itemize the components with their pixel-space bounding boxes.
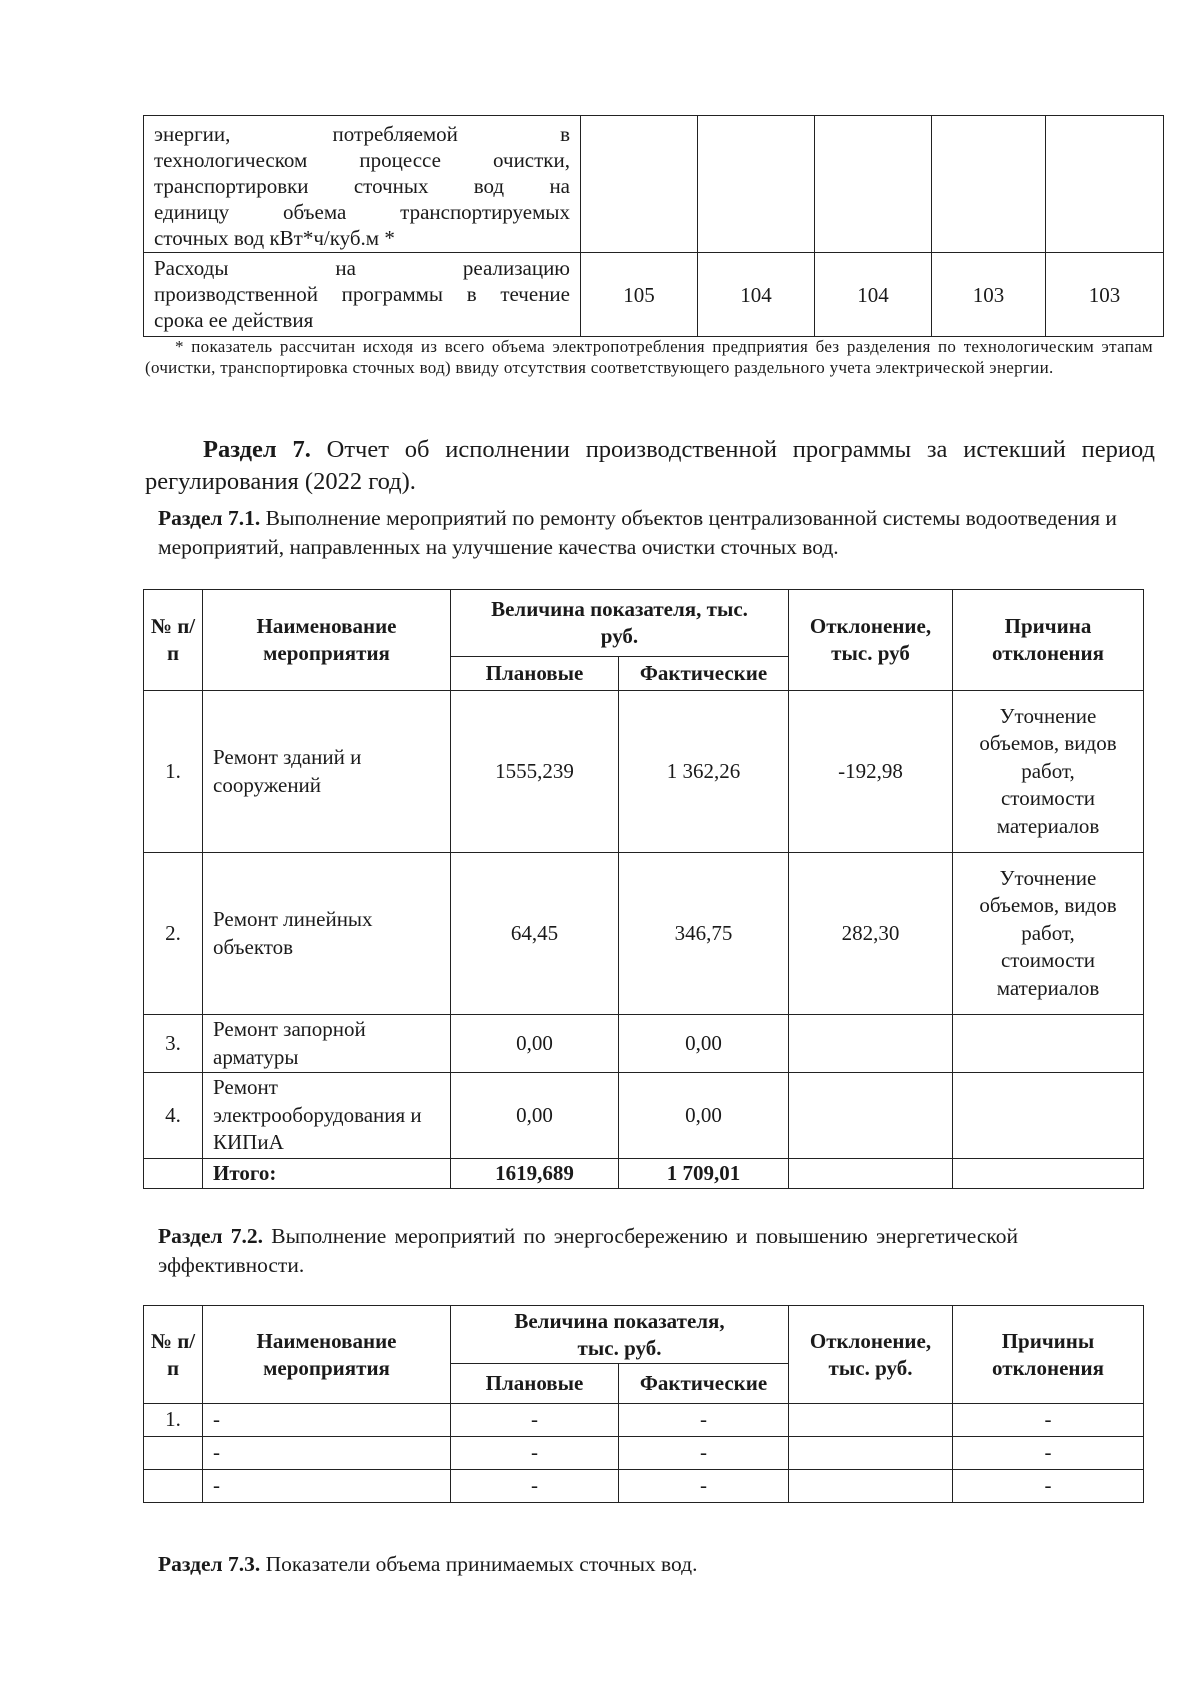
row-num [144, 1470, 203, 1503]
table-cell [932, 116, 1046, 253]
table-cell: 103 [932, 253, 1046, 337]
row-deviation [789, 1404, 953, 1437]
row-reason: - [953, 1437, 1144, 1470]
header-planned: Плановые [451, 1364, 619, 1404]
header-deviation: Отклонение, тыс. руб. [789, 1306, 953, 1404]
table-cell: 105 [581, 253, 698, 337]
section-7-3-heading: Раздел 7.3. Показатели объема принимаемых сточных вод. [158, 1552, 698, 1576]
total-planned: 1619,689 [451, 1159, 619, 1189]
row-num: 3. [144, 1015, 203, 1073]
header-reason: Причины отклонения [953, 1306, 1144, 1404]
table-cell [815, 116, 932, 253]
table-row [144, 1437, 1144, 1470]
row-name: - [203, 1404, 451, 1437]
row-actual: - [619, 1437, 789, 1470]
table-cell [1046, 116, 1164, 253]
row-reason: - [953, 1470, 1144, 1503]
energy-indicator-label: энергии, потребляемой в технологическом процессе очистки, транспортировки сточных вод на единицу объема транспортируемых сточных вод кВт*ч/куб.м * [144, 116, 581, 253]
row-num: 4. [144, 1073, 203, 1159]
row-reason [953, 1015, 1144, 1073]
row-planned: 64,45 [451, 853, 619, 1015]
row-name: Ремонт электрооборудования и КИПиА [203, 1073, 451, 1159]
table-row [144, 253, 1164, 337]
row-name: - [203, 1437, 451, 1470]
table-total-row [144, 1159, 1144, 1189]
table-header-row [144, 1306, 1144, 1364]
expenses-label: Расходы на реализацию производственной программы в течение срока ее действия [144, 253, 581, 337]
row-deviation: 282,30 [789, 853, 953, 1015]
row-deviation [789, 1470, 953, 1503]
row-planned: 1555,239 [451, 691, 619, 853]
header-planned: Плановые [451, 657, 619, 691]
row-actual: - [619, 1470, 789, 1503]
header-num: № п/п [144, 590, 203, 691]
energy-expenses-table [143, 115, 1164, 337]
header-actual: Фактические [619, 657, 789, 691]
header-value: Величина показателя, тыс. руб. [451, 1306, 789, 1364]
row-num [144, 1437, 203, 1470]
row-planned: - [451, 1437, 619, 1470]
table-row [144, 116, 1164, 253]
table-row [144, 1073, 1144, 1159]
header-name: Наименование мероприятия [203, 590, 451, 691]
row-actual: 0,00 [619, 1073, 789, 1159]
header-value: Величина показателя, тыс. руб. [451, 590, 789, 657]
row-name: - [203, 1470, 451, 1503]
row-reason [953, 1073, 1144, 1159]
row-planned: 0,00 [451, 1073, 619, 1159]
table-cell [581, 116, 698, 253]
row-deviation [789, 1015, 953, 1073]
table-cell: 103 [1046, 253, 1164, 337]
table-header-row [144, 590, 1144, 657]
footnote: * показатель рассчитан исходя из всего объема электропотребления предприятия без разделения по технологическим этапам (очистки, транспортировка сточных вод) ввиду отсутствия соответствующего раздельного учета электрической энергии. [145, 337, 1153, 377]
total-num [144, 1159, 203, 1189]
total-label: Итого: [203, 1159, 451, 1189]
row-num: 1. [144, 1404, 203, 1437]
row-name: Ремонт запорной арматуры [203, 1015, 451, 1073]
row-num: 1. [144, 691, 203, 853]
total-actual: 1 709,01 [619, 1159, 789, 1189]
table-row [144, 853, 1144, 1015]
section-7-1-heading: Раздел 7.1. Выполнение мероприятий по ремонту объектов централизованной системы водоотведения и мероприятий, направленных на улучшение качества очистки сточных вод. [158, 506, 1117, 559]
table-cell [698, 116, 815, 253]
header-reason: Причина отклонения [953, 590, 1144, 691]
row-reason: Уточнение объемов, видов работ, стоимости материалов [953, 691, 1144, 853]
section-7-2-heading: Раздел 7.2. Выполнение мероприятий по энергосбережению и повышению энергетической эффективности. [158, 1224, 1018, 1277]
table-row [144, 1015, 1144, 1073]
row-actual: 1 362,26 [619, 691, 789, 853]
row-planned: - [451, 1404, 619, 1437]
row-reason: - [953, 1404, 1144, 1437]
row-name: Ремонт зданий и сооружений [203, 691, 451, 853]
section-7-heading: Раздел 7. Отчет об исполнении производственной программы за истекший период регулирования (2022 год). [145, 436, 1155, 495]
row-deviation: -192,98 [789, 691, 953, 853]
repair-measures-table [143, 589, 1144, 1189]
table-row [144, 1470, 1144, 1503]
row-actual: - [619, 1404, 789, 1437]
table-row [144, 691, 1144, 853]
header-num: № п/п [144, 1306, 203, 1404]
row-planned: - [451, 1470, 619, 1503]
row-actual: 0,00 [619, 1015, 789, 1073]
row-reason: Уточнение объемов, видов работ, стоимости материалов [953, 853, 1144, 1015]
row-planned: 0,00 [451, 1015, 619, 1073]
row-name: Ремонт линейных объектов [203, 853, 451, 1015]
header-deviation: Отклонение, тыс. руб [789, 590, 953, 691]
energy-saving-table [143, 1305, 1144, 1503]
total-deviation [789, 1159, 953, 1189]
table-row [144, 1404, 1144, 1437]
row-actual: 346,75 [619, 853, 789, 1015]
header-actual: Фактические [619, 1364, 789, 1404]
table-cell: 104 [815, 253, 932, 337]
total-reason [953, 1159, 1144, 1189]
row-num: 2. [144, 853, 203, 1015]
table-cell: 104 [698, 253, 815, 337]
header-name: Наименование мероприятия [203, 1306, 451, 1404]
row-deviation [789, 1073, 953, 1159]
row-deviation [789, 1437, 953, 1470]
